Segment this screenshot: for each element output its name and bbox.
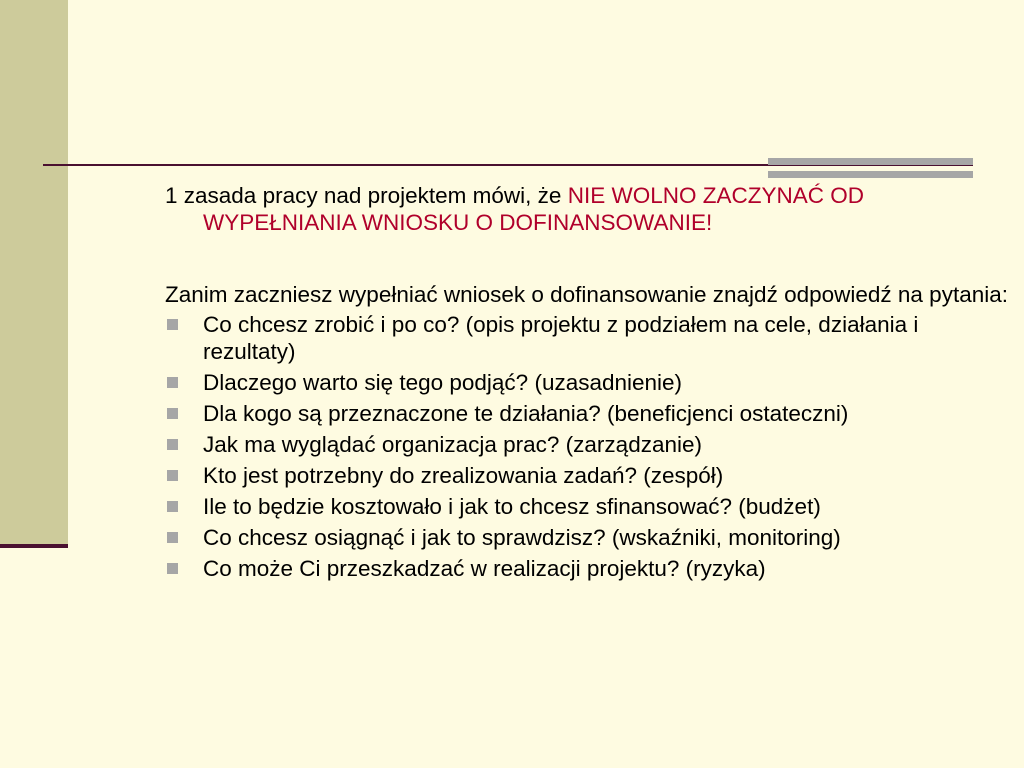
list-item xyxy=(165,524,1015,551)
list-item xyxy=(165,400,1015,427)
list-item-text: Dla kogo są przeznaczone te działania? (beneficjenci ostateczni) xyxy=(203,401,849,426)
left-strip-underline xyxy=(0,544,68,548)
square-bullet-icon xyxy=(167,377,178,388)
list-item-text: Jak ma wyglądać organizacja prac? (zarządzanie) xyxy=(203,432,702,457)
list-item xyxy=(165,555,1015,582)
list-item xyxy=(165,369,1015,396)
slide-body xyxy=(165,182,1015,586)
list-item-text: Co chcesz zrobić i po co? (opis projektu z podziałem na cele, działania i rezultaty) xyxy=(203,312,919,364)
question-list xyxy=(165,311,1015,582)
list-item-text: Co chcesz osiągnąć i jak to sprawdzisz? (wskaźniki, monitoring) xyxy=(203,525,841,550)
list-item-text: Ile to będzie kosztowało i jak to chcesz sfinansować? (budżet) xyxy=(203,494,821,519)
intro-prefix: 1 zasada pracy nad projektem mówi, że xyxy=(165,183,568,208)
list-item xyxy=(165,431,1015,458)
square-bullet-icon xyxy=(167,532,178,543)
square-bullet-icon xyxy=(167,319,178,330)
decor-bar-bottom xyxy=(768,171,973,178)
square-bullet-icon xyxy=(167,563,178,574)
square-bullet-icon xyxy=(167,501,178,512)
list-item xyxy=(165,493,1015,520)
intro-paragraph xyxy=(165,182,1015,236)
decor-bar-top xyxy=(768,158,973,165)
list-item xyxy=(165,311,1015,365)
left-decor-strip xyxy=(0,0,68,548)
square-bullet-icon xyxy=(167,470,178,481)
intro-highlight: NIE WOLNO ZACZYNAĆ OD WYPEŁNIANIA WNIOSKU O DOFINANSOWANIE! xyxy=(203,183,864,235)
list-item-text: Kto jest potrzebny do zrealizowania zadań? (zespół) xyxy=(203,463,724,488)
square-bullet-icon xyxy=(167,439,178,450)
list-item-text: Dlaczego warto się tego podjąć? (uzasadnienie) xyxy=(203,370,683,395)
list-item-text: Co może Ci przeszkadzać w realizacji projektu? (ryzyka) xyxy=(203,556,766,581)
square-bullet-icon xyxy=(167,408,178,419)
lead-paragraph: Zanim zaczniesz wypełniać wniosek o dofinansowanie znajdź odpowiedź na pytania: xyxy=(165,282,1008,307)
corner-decor-bars xyxy=(768,158,973,178)
list-item xyxy=(165,462,1015,489)
